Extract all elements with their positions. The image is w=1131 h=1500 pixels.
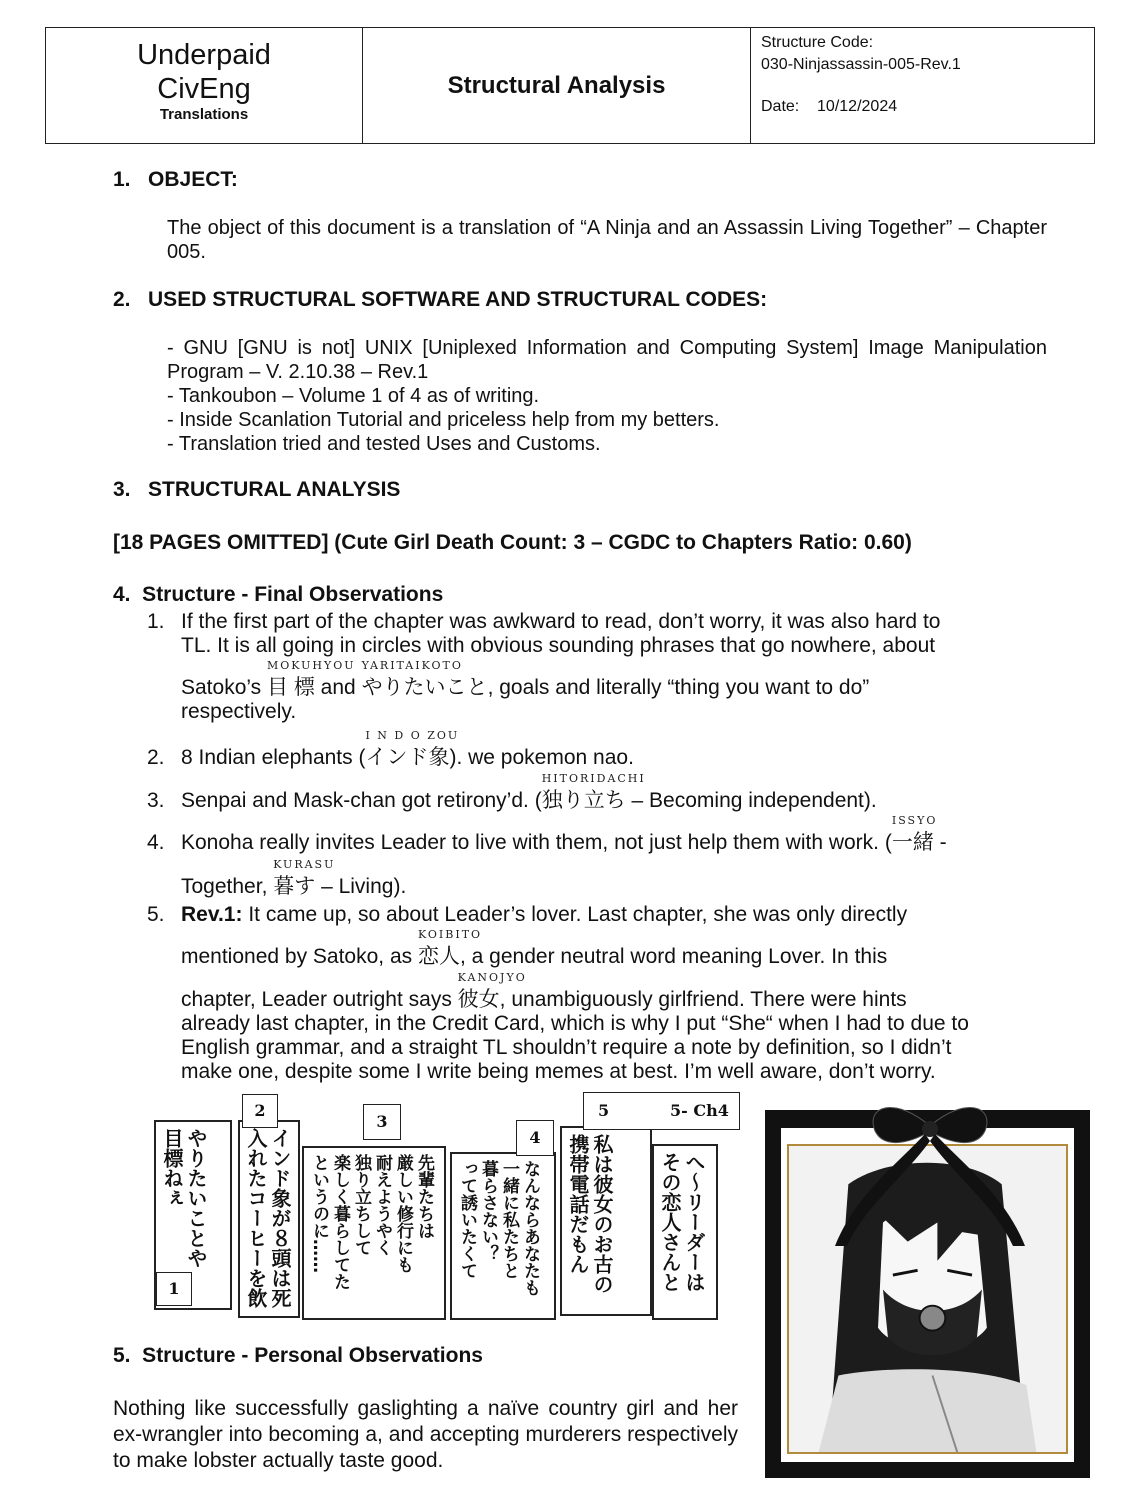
panel-text xyxy=(452,1154,544,1318)
item-text xyxy=(181,610,1051,724)
panel-tag-2: 2 xyxy=(242,1094,278,1128)
item-line-part: Senpai and Mask-chan got retirony’d. ( xyxy=(181,789,542,812)
org-line1: Underpaid xyxy=(137,39,271,71)
section-5-title: 5. Structure - Personal Observations xyxy=(113,1344,483,1367)
ruby-indozou xyxy=(365,729,460,770)
ruby-hitoridachi xyxy=(541,772,646,813)
speech-panel-5 xyxy=(560,1126,652,1316)
panel-line: というのに…… xyxy=(309,1154,329,1273)
item-line: TL. It is all going in circles with obvious sounding phrases that go nowhere, about xyxy=(181,634,936,657)
ruby-base: 恋人 xyxy=(417,945,460,968)
panel-text xyxy=(240,1122,296,1316)
item-line xyxy=(181,659,1051,700)
item-line: already last chapter, in the Credit Card, which is why I put “She“ when I had to due to xyxy=(181,1012,969,1035)
panel-tag-4: 4 xyxy=(516,1120,554,1156)
section-1-body: The object of this document is a translation of “A Ninja and an Assassin Living Together” – Chapter 005. xyxy=(167,217,1047,263)
ruby-base: 暮す xyxy=(273,875,316,898)
panel-line: その恋人さんと xyxy=(658,1152,682,1292)
item-line-part: – Becoming independent). xyxy=(625,789,877,812)
panel-line: 独り立ちして xyxy=(351,1154,371,1256)
panel-line: って誘いたくて xyxy=(457,1160,477,1279)
panel-line: 耐えようやく xyxy=(372,1154,392,1256)
ruby-reading: I N D O ZOU xyxy=(365,729,460,742)
panel-tag-5 xyxy=(583,1092,740,1130)
item-line-part: mentioned by Satoko, as xyxy=(181,945,418,968)
item-line-part: , goals and literally “thing you want to do” xyxy=(487,676,870,699)
item-line-part: and xyxy=(314,676,362,699)
item-text xyxy=(181,903,1051,1084)
item-line-part: Satoko’s xyxy=(181,676,267,699)
ruby-reading: YARITAIKOTO xyxy=(361,659,463,672)
item-line xyxy=(181,971,1051,1012)
item-number: 1. xyxy=(147,610,165,633)
meta-cell xyxy=(751,28,1094,143)
item-line: make one, despite some I write being memes at best. I’m well aware, don’t worry. xyxy=(181,1060,936,1083)
ruby-reading: KANOJYO xyxy=(457,971,527,984)
panel-line: 厳しい修行にも xyxy=(393,1154,413,1273)
item-number: 3. xyxy=(147,789,165,812)
rev-label: Rev.1: xyxy=(181,903,243,926)
item-text xyxy=(181,814,1051,899)
section-1-title: 1. OBJECT: xyxy=(113,168,238,191)
ruby-issyo xyxy=(891,814,938,855)
ruby-koibito xyxy=(417,928,483,969)
ruby-base: 独り立ち xyxy=(541,789,626,812)
panel-line: 入れたコーヒーを飲 xyxy=(244,1128,268,1308)
list-item: - Tankoubon – Volume 1 of 4 as of writing. xyxy=(167,385,540,407)
panel-line: 先輩たちは xyxy=(414,1154,434,1239)
speech-panel-5-ch4 xyxy=(652,1144,718,1320)
item-line xyxy=(181,928,1051,969)
speech-panel-2 xyxy=(238,1120,300,1318)
item-line-part: chapter, Leader outright says xyxy=(181,988,458,1011)
ruby-base: 一緒 xyxy=(891,831,934,854)
observation-item-1 xyxy=(147,610,1047,730)
omitted-note: [18 PAGES OMITTED] (Cute Girl Death Count: 3 – CGDC to Chapters Ratio: 0.60) xyxy=(113,531,912,554)
black-ribbon-icon xyxy=(835,1096,1025,1246)
section-4-title: 4. Structure - Final Observations xyxy=(113,583,444,606)
item-line: English grammar, and a straight TL shouldn’t require a note by definition, so I didn’t xyxy=(181,1036,952,1059)
item-number: 5. xyxy=(147,903,165,926)
org-line3: Translations xyxy=(159,106,249,123)
ruby-base: 彼女 xyxy=(457,988,500,1011)
org-line2: CivEng xyxy=(157,73,251,105)
ruby-yaritaikoto xyxy=(361,659,488,700)
ruby-base: 目 標 xyxy=(267,676,315,699)
item-line: If the first part of the chapter was awkward to read, don’t worry, it was also hard to xyxy=(181,610,941,633)
speech-panel-4 xyxy=(450,1152,556,1320)
panel-line: インド象が８頭は死 xyxy=(268,1128,292,1308)
panel-text xyxy=(654,1146,710,1318)
item-line-part: – Living). xyxy=(315,875,407,898)
item-line-part: Konoha really invites Leader to live with them, not just help them with work. ( xyxy=(181,831,892,854)
item-line-part: ). we pokemon nao. xyxy=(449,746,634,769)
panel-line: なんならあなたも xyxy=(520,1160,540,1296)
panel-tag-3: 3 xyxy=(363,1104,401,1140)
panel-line: 携帯電話だもん xyxy=(566,1134,590,1274)
observation-item-5 xyxy=(147,903,1047,1093)
item-line-part: Together, xyxy=(181,875,274,898)
panel-line: 暮らさない？ xyxy=(478,1160,498,1262)
panel-line: 一緒に私たちと xyxy=(499,1160,519,1279)
ruby-reading: KOIBITO xyxy=(417,928,483,941)
date-value: 10/12/2024 xyxy=(817,98,898,115)
ruby-reading: KURASU xyxy=(273,858,336,871)
document-header xyxy=(45,27,1095,144)
ruby-kanojyo xyxy=(457,971,527,1012)
item-line-part: It came up, so about Leader’s lover. Last chapter, she was only directly xyxy=(242,903,908,926)
manga-panel-strip xyxy=(150,1090,750,1325)
panel-line: へ〜リーダーは xyxy=(682,1152,706,1292)
panel-tag-1: 1 xyxy=(156,1272,192,1306)
tag-chapter: 5- Ch4 xyxy=(670,1101,729,1120)
item-line-part: , a gender neutral word meaning Lover. In this xyxy=(459,945,888,968)
item-line: respectively. xyxy=(181,700,297,723)
memorial-portrait-frame xyxy=(765,1110,1090,1478)
section-2-title: 2. USED STRUCTURAL SOFTWARE AND STRUCTURAL CODES: xyxy=(113,288,768,311)
list-item: - GNU [GNU is not] UNIX [Uniplexed Information and Computing System] Image Manipulation Program – V. 2.10.38 – Rev.1 xyxy=(167,337,1047,383)
item-line-part: 8 Indian elephants ( xyxy=(181,746,366,769)
code-label: Structure Code: xyxy=(761,34,874,51)
item-line xyxy=(181,858,1051,899)
ruby-base: インド象 xyxy=(365,746,450,769)
item-number: 2. xyxy=(147,746,165,769)
item-line xyxy=(181,814,1051,855)
observation-item-4 xyxy=(147,814,1047,901)
org-cell xyxy=(46,28,363,143)
ruby-reading: MOKUHYOU xyxy=(267,659,356,672)
item-number: 4. xyxy=(147,831,165,854)
item-line-part: , unambiguously girlfriend. There were hints xyxy=(499,988,907,1011)
doc-title: Structural Analysis xyxy=(363,28,751,143)
date-label: Date: xyxy=(761,98,800,115)
code-value: 030-Ninjassassin-005-Rev.1 xyxy=(761,56,961,73)
panel-line: 私は彼女のお古の xyxy=(590,1134,614,1294)
panel-text xyxy=(304,1148,438,1318)
panel-line: 目標ねぇ xyxy=(160,1128,184,1208)
ruby-kurasu xyxy=(273,858,336,899)
list-item: - Translation tried and tested Uses and Customs. xyxy=(167,433,601,455)
section-2-list xyxy=(167,336,1047,456)
item-line xyxy=(181,903,1051,927)
panel-text xyxy=(562,1128,618,1314)
tag-number: 5 xyxy=(598,1101,610,1120)
list-item: - Inside Scanlation Tutorial and priceless help from my betters. xyxy=(167,409,720,431)
panel-line: 楽しく暮らしてた xyxy=(330,1154,350,1290)
item-line-part: - xyxy=(933,831,947,854)
speech-panel-3 xyxy=(302,1146,446,1320)
panel-line: やりたいことや xyxy=(184,1128,208,1268)
section-3-title: 3. STRUCTURAL ANALYSIS xyxy=(113,478,401,501)
ruby-reading: ISSYO xyxy=(891,814,938,827)
section-5-body: Nothing like successfully gaslighting a naïve country girl and her ex-wrangler into becoming a, and accepting murderers respectively to make lobster actually taste good. xyxy=(113,1397,738,1472)
ruby-base: やりたいこと xyxy=(361,676,488,699)
ruby-reading: HITORIDACHI xyxy=(541,772,646,785)
date-row xyxy=(761,96,1084,118)
